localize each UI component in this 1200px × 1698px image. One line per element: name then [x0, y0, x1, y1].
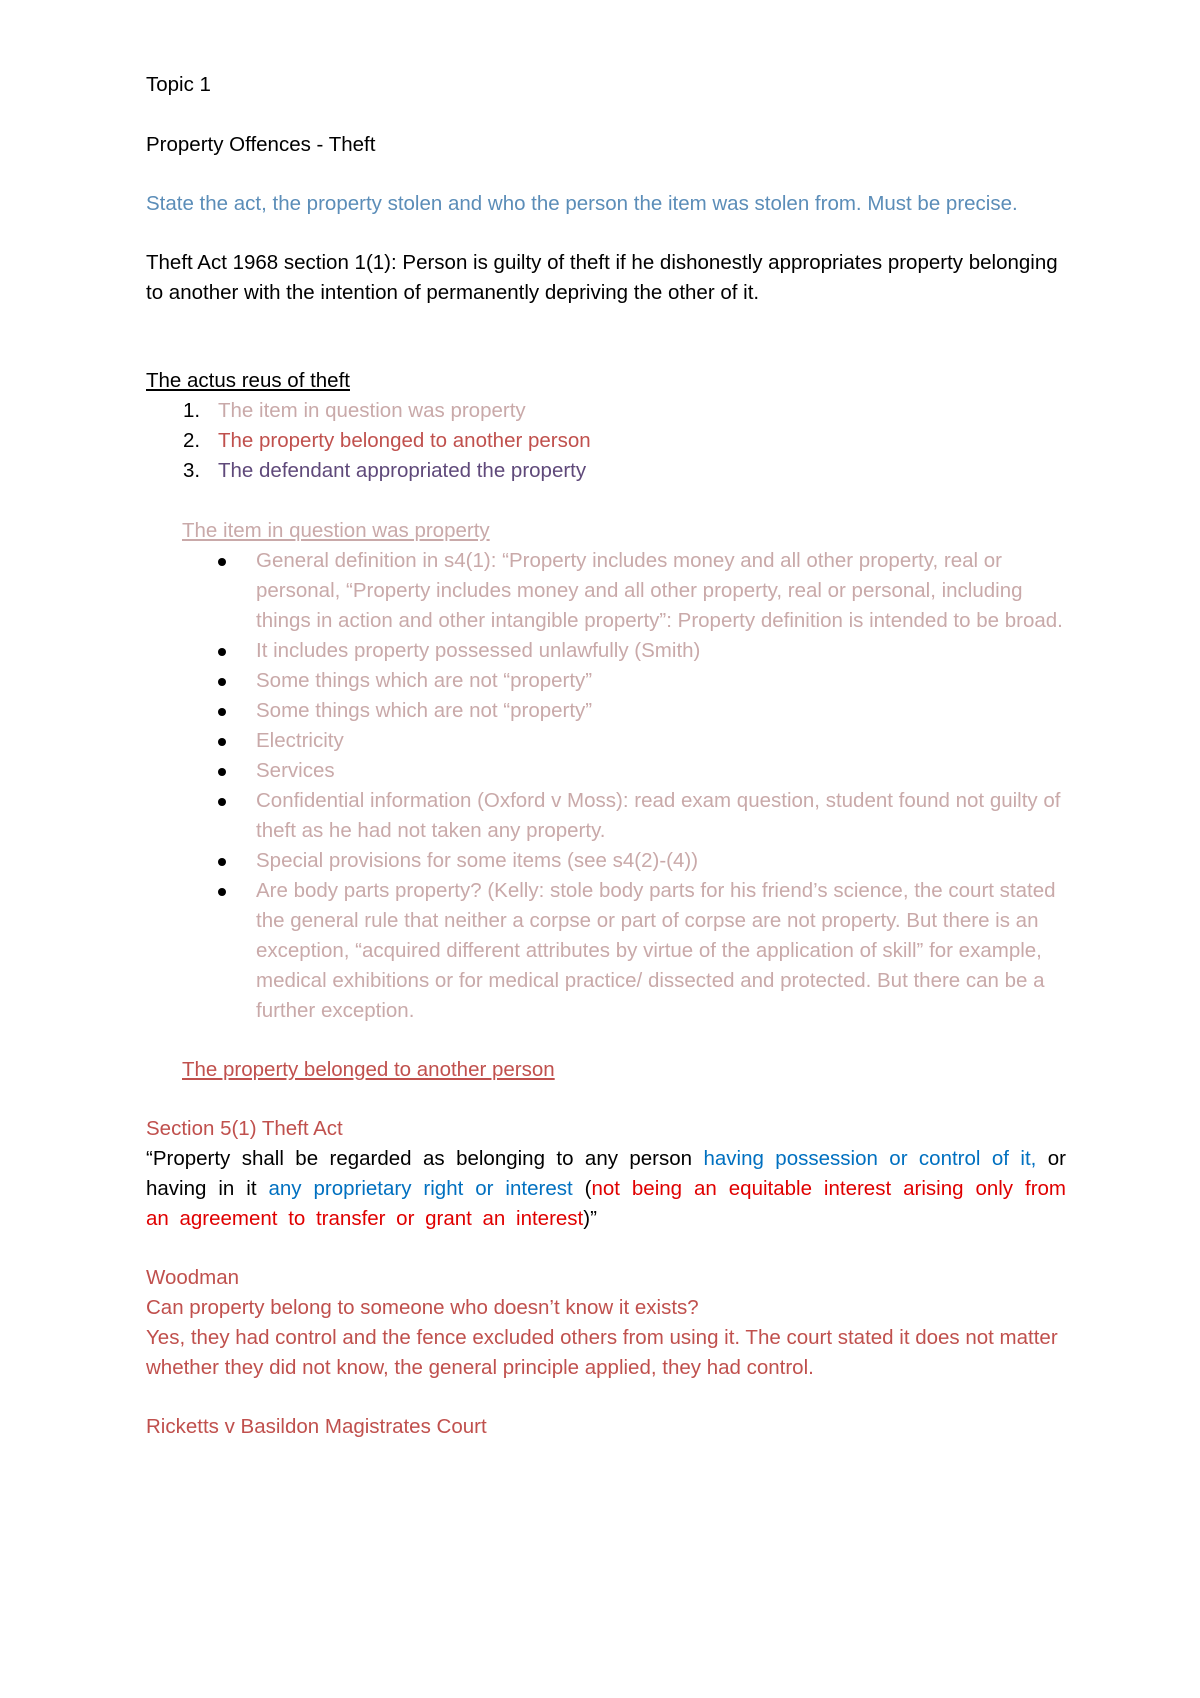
list-item-text: The defendant appropriated the property [218, 459, 587, 482]
actus-reus-heading: The actus reus of theft [146, 369, 350, 392]
property-subheading: The item in question was property [182, 519, 490, 542]
bullet-icon [218, 648, 226, 656]
quote-text: “Property shall be regarded as belonging to any person [146, 1147, 704, 1170]
quote-highlight-proprietary: any proprietary right or interest [268, 1177, 573, 1200]
list-item-text: Some things which are not “property” [256, 699, 593, 722]
bullet-icon [218, 858, 226, 866]
bullet-icon [218, 738, 226, 746]
quote-text: )” [583, 1207, 597, 1230]
list-item [146, 426, 1066, 456]
spacer [146, 1383, 1066, 1412]
list-number: 1. [183, 399, 201, 422]
list-item [146, 726, 1066, 756]
list-item-text: Services [256, 759, 335, 782]
list-item [146, 846, 1066, 876]
belonged-subheading: The property belonged to another person [182, 1058, 555, 1081]
quote-text: or having in it [146, 1147, 1066, 1200]
list-item [146, 546, 1066, 636]
woodman-answer: Yes, they had control and the fence excluded others from using it. The court stated it does not matter whether they did not know, the general principle applied, they had control. [146, 1326, 1058, 1379]
list-item-text: Confidential information (Oxford v Moss): read exam question, student found not guilty of theft as he had not taken any property. [256, 789, 1061, 842]
actus-reus-list [146, 396, 1066, 486]
list-item-text: Some things which are not “property” [256, 669, 593, 692]
list-item [146, 666, 1066, 696]
spacer [146, 1085, 1066, 1114]
bullet-icon [218, 678, 226, 686]
list-item [146, 396, 1066, 426]
document-page [146, 70, 1066, 1442]
list-item [146, 456, 1066, 486]
bullet-icon [218, 708, 226, 716]
bullet-icon [218, 768, 226, 776]
list-number: 3. [183, 459, 201, 482]
list-item [146, 696, 1066, 726]
page-title: Property Offences - Theft [146, 133, 376, 156]
instruction-text: State the act, the property stolen and who the person the item was stolen from. Must be precise. [146, 192, 1018, 215]
theft-definition: Theft Act 1968 section 1(1): Person is guilty of theft if he dishonestly appropriates property belonging to another with the intention of permanently depriving the other of it. [146, 251, 1058, 304]
quote-text: ( [572, 1177, 592, 1200]
bullet-icon [218, 798, 226, 806]
property-bullet-list [146, 546, 1066, 1026]
quote-highlight-possession: having possession or control of it, [703, 1147, 1037, 1170]
bullet-icon [218, 888, 226, 896]
bullet-icon [218, 558, 226, 566]
list-item-text: It includes property possessed unlawfully (Smith) [256, 639, 701, 662]
quote-highlight-equitable: not being an equitable interest arising only from an agreement to transfer or grant an interest [146, 1177, 1067, 1230]
section-5-title: Section 5(1) Theft Act [146, 1117, 343, 1140]
list-item [146, 786, 1066, 846]
list-item-text: Are body parts property? (Kelly: stole body parts for his friend’s science, the court stated the general rule that neither a corpse or part of corpse are not property. But there is an exception, “acquired different attributes by virtue of the application of skill” for example, medical exhibitions or for medical practice/ dissected and protected. But there can be a further exception. [256, 879, 1056, 1022]
woodman-title: Woodman [146, 1266, 240, 1289]
ricketts-title: Ricketts v Basildon Magistrates Court [146, 1415, 487, 1438]
list-item-text: Special provisions for some items (see s4(2)-(4)) [256, 849, 699, 872]
list-item [146, 756, 1066, 786]
list-item [146, 876, 1066, 1026]
list-number: 2. [183, 429, 201, 452]
section-5-quote [146, 1144, 1066, 1234]
list-item [146, 636, 1066, 666]
woodman-question: Can property belong to someone who doesn’t know it exists? [146, 1296, 699, 1319]
list-item-text: Electricity [256, 729, 344, 752]
topic-label: Topic 1 [146, 73, 211, 96]
list-item-text: The item in question was property [218, 399, 526, 422]
list-item-text: The property belonged to another person [218, 429, 591, 452]
list-item-text: General definition in s4(1): “Property includes money and all other property, real or personal, “Property includes money and all other property, real or personal, including things in action and other intangible property”: Property definition is intended to be broad. [256, 549, 1063, 632]
